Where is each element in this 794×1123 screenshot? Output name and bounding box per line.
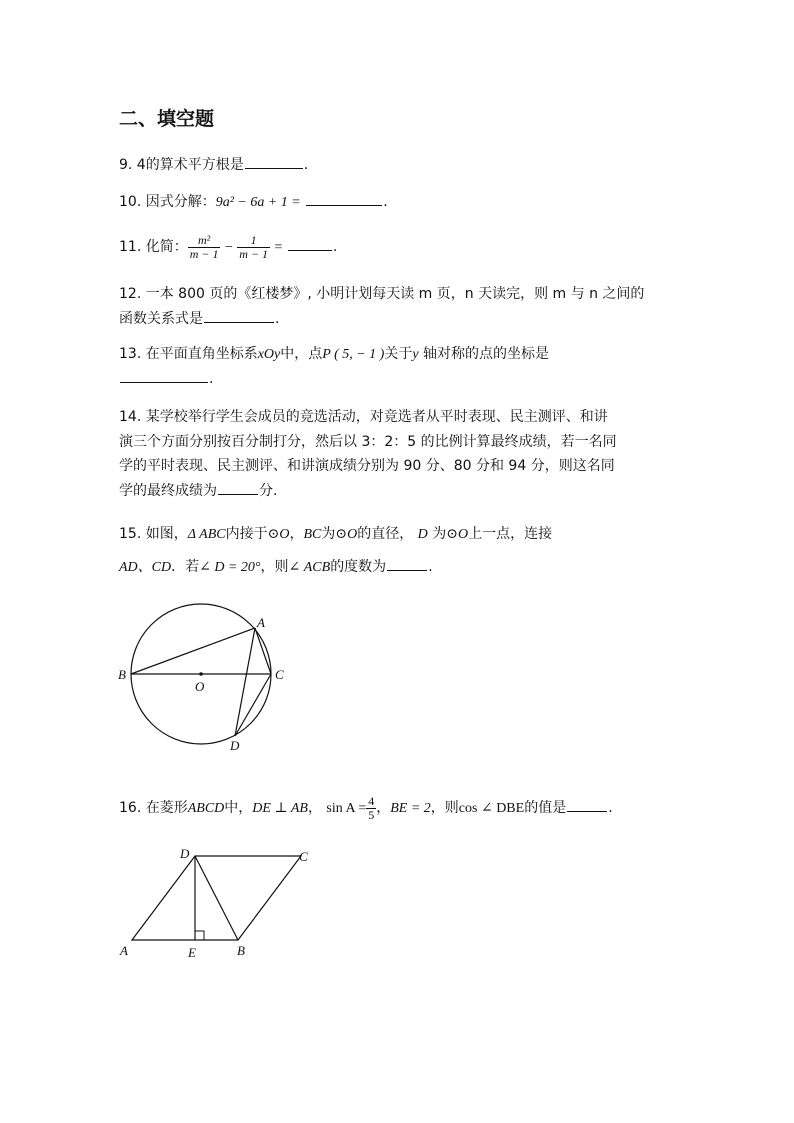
- q11-prefix: 11. 化简：: [119, 239, 188, 255]
- q11-blank: [288, 236, 332, 251]
- question-14-line-4: [119, 480, 277, 501]
- q16-end: .: [608, 800, 613, 816]
- question-10: [119, 191, 388, 213]
- label-d: D: [230, 738, 240, 753]
- q15-l2b: ．若: [171, 559, 200, 575]
- q11-minus: −: [224, 240, 233, 255]
- q11-end: .: [332, 239, 338, 255]
- q13-prefix: 13. 在平面直角坐标系: [119, 346, 258, 362]
- q9-blank: [245, 154, 303, 169]
- q12-end: .: [275, 311, 280, 327]
- q15-t3: 为: [321, 526, 336, 542]
- q10-prefix: 10. 因式分解：: [119, 194, 216, 210]
- q12-text: 函数关系式是: [119, 311, 203, 327]
- section-heading: 二、填空题: [119, 108, 215, 130]
- q11-fraction-1: $\frac{\text{m²}}{m - 1}$: [189, 232, 219, 261]
- q16-cos: cos ∠ DBE: [458, 801, 525, 816]
- q13-y: y: [412, 347, 419, 362]
- q16-t5: 的值是: [524, 800, 567, 816]
- question-14-line-1: 14. 某学校举行学生会成员的竞选活动，对竞选者从平时表现、民主测评、和讲: [119, 409, 608, 425]
- q15-l2c: ，则: [260, 559, 289, 575]
- q13-mid: 中，点: [280, 346, 323, 362]
- q13-xoy: xOy: [257, 347, 281, 362]
- segment-db: [195, 856, 238, 940]
- q15-bc: BC: [303, 527, 322, 542]
- label-c: C: [299, 849, 308, 864]
- question-14-line-2: 演三个方面分别按百分制打分，然后以 3：2：5 的比例计算最终成绩，若一名同: [119, 434, 617, 450]
- q16-t1: 中，: [224, 800, 253, 816]
- question-15-line-1: [119, 524, 552, 545]
- q15-blank: [387, 556, 427, 571]
- rhombus-figure: [115, 842, 325, 962]
- label-e: E: [188, 945, 196, 960]
- question-14-line-3: 学的平时表现、民主测评、和讲演成绩分别为 90 分、80 分和 94 分，则这名同: [119, 458, 615, 474]
- question-16: [119, 791, 613, 826]
- q16-abcd: ABCD: [187, 801, 225, 816]
- q13-blank: [120, 368, 208, 383]
- label-b: B: [237, 943, 245, 958]
- q16-t3: ，: [376, 800, 391, 816]
- q16-be: BE = 2: [390, 801, 431, 816]
- q15-angle-acb: ∠ ACB: [288, 560, 331, 575]
- q13-post: 关于: [384, 346, 413, 362]
- q15-circle-o-2: ⊙O: [335, 527, 358, 542]
- q15-angle-d: ∠ D = 20°: [199, 560, 261, 575]
- q15-d: D: [417, 527, 428, 542]
- question-13-line-2: [119, 368, 213, 389]
- q16-t2: ，: [307, 800, 322, 816]
- question-11: [119, 230, 337, 265]
- label-b: B: [118, 667, 126, 682]
- q13-tail: 轴对称的点的坐标是: [418, 346, 550, 362]
- question-9: [119, 154, 308, 175]
- q16-fraction: $\frac{4}{5}$: [368, 793, 375, 822]
- circle-figure: [110, 598, 310, 758]
- q15-t4: 的直径，: [357, 526, 414, 542]
- question-12-line-1: 12. 一本 800 页的《红楼梦》, 小明计划每天读 m 页，n 天读完，则 m 与 n 之间的: [119, 286, 645, 302]
- q10-expression: 9a² − 6a + 1 =: [215, 195, 301, 210]
- q11-equals: =: [274, 240, 283, 255]
- q10-end: .: [383, 194, 388, 210]
- q10-blank: [306, 191, 382, 206]
- q15-triangle: Δ ABC: [187, 527, 226, 542]
- label-a: A: [120, 943, 128, 958]
- question-12-line-2: [119, 308, 279, 329]
- q16-perp: DE ⊥ AB: [252, 801, 308, 816]
- q14-text: 学的最终成绩为: [119, 483, 217, 499]
- q15-circle-o-3: ⊙O: [446, 527, 469, 542]
- q15-prefix: 15. 如图，: [119, 526, 188, 542]
- segment-ba: [131, 628, 255, 674]
- center-point: [199, 672, 203, 676]
- q15-t1: 内接于: [225, 526, 268, 542]
- q13-point: P ( 5, − 1 ): [322, 347, 385, 362]
- q15-circle-o: ⊙O: [267, 527, 290, 542]
- q15-l2d: 的度数为: [330, 559, 387, 575]
- q9-end: .: [303, 157, 309, 173]
- q11-fraction-2: $\frac{1}{m - 1}$: [239, 232, 269, 261]
- right-angle-mark: [195, 931, 204, 940]
- q9-text: 9. 4的算术平方根是: [119, 157, 244, 173]
- q16-prefix: 16. 在菱形: [119, 800, 188, 816]
- q14-end: 分.: [259, 483, 278, 499]
- question-13-line-1: [119, 344, 549, 365]
- q14-blank: [218, 480, 258, 495]
- q15-t2: ，: [289, 526, 304, 542]
- question-15-line-2: [119, 556, 433, 578]
- label-o: O: [195, 679, 205, 694]
- q16-t4: ，则: [430, 800, 459, 816]
- q15-end: .: [428, 559, 433, 575]
- q15-t6: 上一点，连接: [468, 526, 553, 542]
- q15-ad-cd: AD、CD: [119, 560, 172, 575]
- q13-end: .: [209, 371, 214, 387]
- q15-t5: 为: [427, 526, 447, 542]
- q12-blank: [204, 308, 274, 323]
- q16-sina: sin A =: [326, 801, 367, 816]
- label-d: D: [180, 846, 190, 861]
- label-a: A: [257, 615, 265, 630]
- segment-ac: [255, 628, 271, 674]
- q16-blank: [567, 797, 607, 812]
- label-c: C: [275, 667, 284, 682]
